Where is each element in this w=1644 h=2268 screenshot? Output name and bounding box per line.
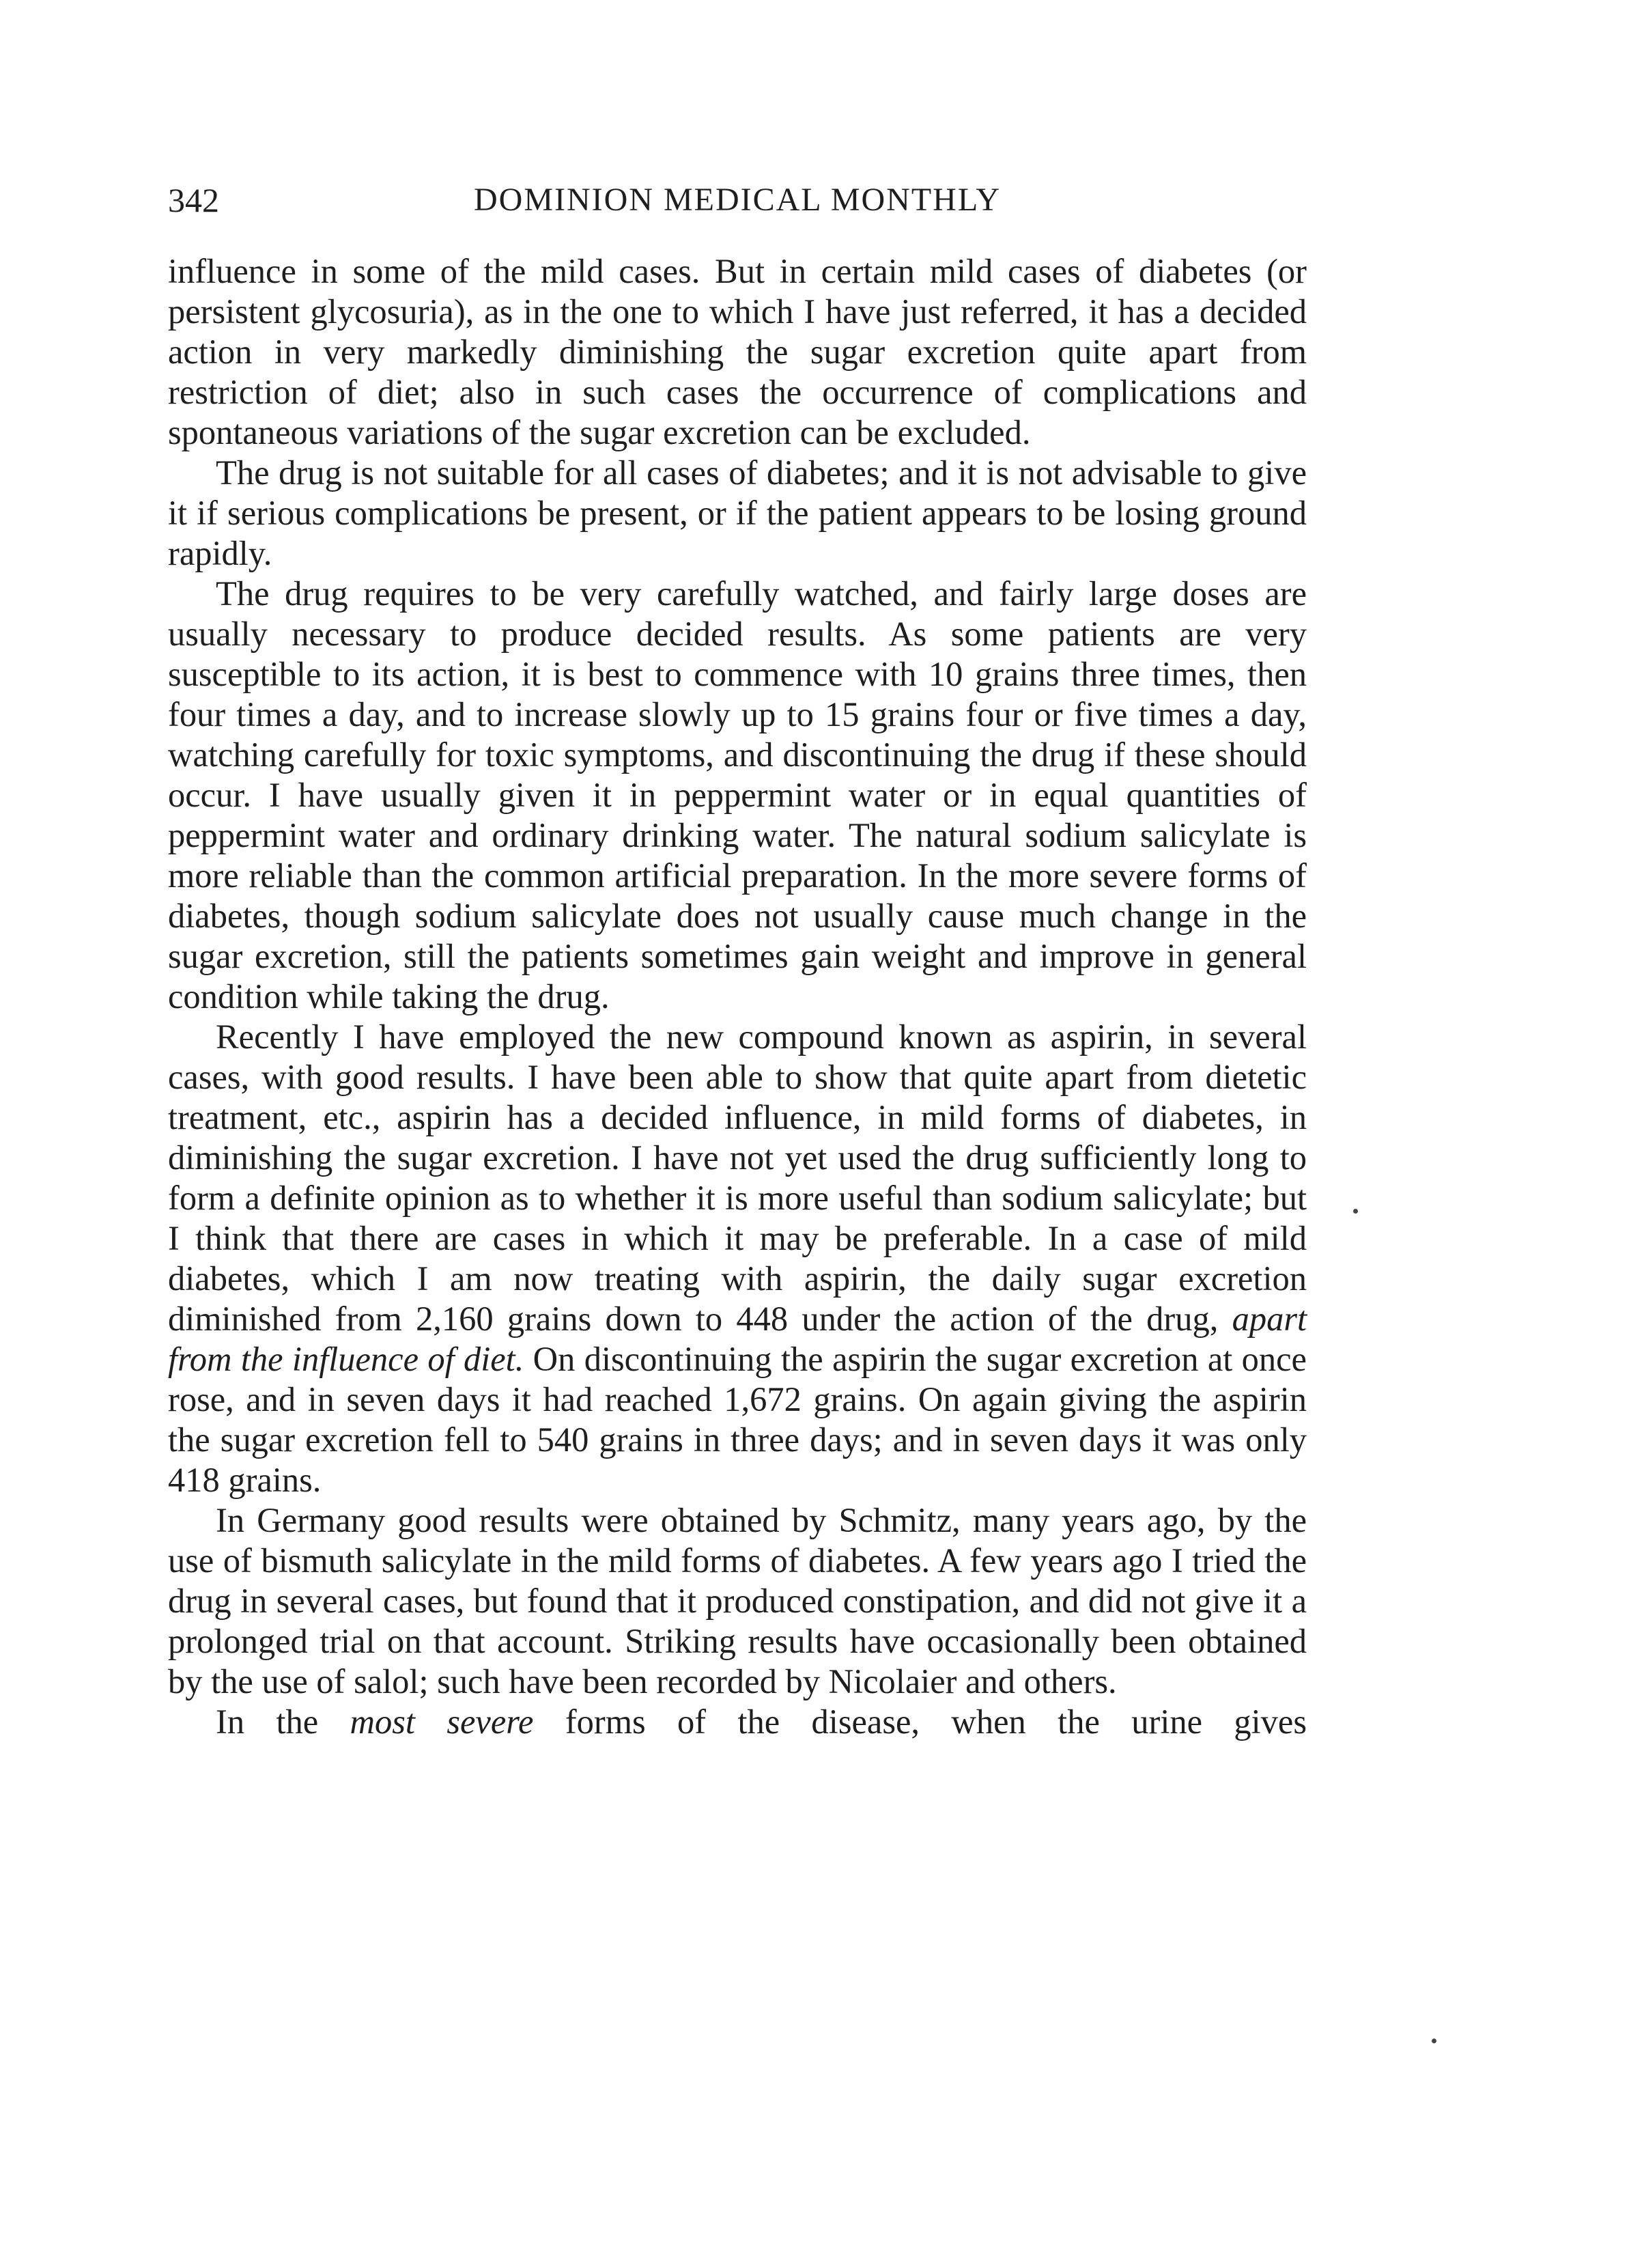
running-head [168, 176, 1307, 224]
paragraph-6 [168, 1702, 1307, 1742]
scan-speck [1353, 1209, 1358, 1214]
paragraph-3 [168, 574, 1307, 1017]
paragraph-4-text: Recently I have employed the new compound known as aspirin, in several cases, with good results. I have been able to show that quite apart from dietetic treatment, etc., aspirin has a decided influence, in mild forms of diabetes, in diminishing the sugar excretion. I have not yet used the drug sufficiently long to form a definite opinion as to whether it is more useful than sodium salicylate; but I think that there are cases in which it may be preferable. In a case of mild diabetes, which I am now treating with aspirin, the daily sugar excretion diminished from 2,160 grains down to 448 under the action of the drug, [168, 1018, 1307, 1338]
article-body [168, 251, 1307, 1742]
paragraph-5 [168, 1500, 1307, 1702]
paragraph-2 [168, 453, 1307, 574]
journal-title: DOMINION MEDICAL MONTHLY [473, 182, 1001, 218]
paragraph-4 [168, 1017, 1307, 1500]
paragraph-6-italic: most severe [350, 1703, 534, 1741]
paragraph-3-text: The drug requires to be very carefully watched, and fairly large doses are usually necessary to produce decided results. As some patients are very susceptible to its action, it is best to commence with 10 grains three times, then four times a day, and to increase slowly up to 15 grains four or five times a day, watching carefully for toxic symptoms, and discontinuing the drug if these should occur. I have usually given it in peppermint water or in equal quantities of peppermint water and ordinary drinking water. The natural sodium salicylate is more reliable than the common artificial preparation. In the more severe forms of diabetes, though sodium salicylate does not usually cause much change in the sugar excretion, still the patients sometimes gain weight and improve in general condition while taking the drug. [168, 574, 1307, 1016]
paragraph-6-text: In the [216, 1703, 350, 1741]
scan-speck [1432, 2039, 1436, 2043]
paragraph-1-text: influence in some of the mild cases. But in certain mild cases of diabetes (or persistent glycosuria), as in the one to which I have just referred, it has a decided action in very markedly diminishing the sugar excretion quite apart from restriction of diet; also in such cases the occurrence of complications and spontaneous variations of the sugar excretion can be excluded. [168, 252, 1307, 451]
page-number: 342 [168, 181, 219, 219]
paragraph-2-text: The drug is not suitable for all cases of diabetes; and it is not advisable to give it if serious complications be present, or if the patient appears to be losing ground rapidly. [168, 453, 1307, 572]
paragraph-4-text-cont: On discontinuing the aspirin the sugar excretion at once rose, and in seven days it had reached 1,672 grains. On again giving the aspirin the sugar excretion fell to 540 grains in three days; and in seven days it was only 418 grains. [168, 1340, 1307, 1499]
paragraph-1 [168, 251, 1307, 453]
paragraph-5-text: In Germany good results were obtained by Schmitz, many years ago, by the use of bismuth salicylate in the mild forms of diabetes. A few years ago I tried the drug in several cases, but found that it produced constipation, and did not give it a prolonged trial on that account. Striking results have occasionally been obtained by the use of salol; such have been recorded by Nicolaier and others. [168, 1501, 1307, 1700]
paragraph-6-text-cont: forms of the disease, when the urine gives [533, 1703, 1307, 1741]
paragraph-4-italic: apart from the influence of diet. [168, 1300, 1307, 1378]
